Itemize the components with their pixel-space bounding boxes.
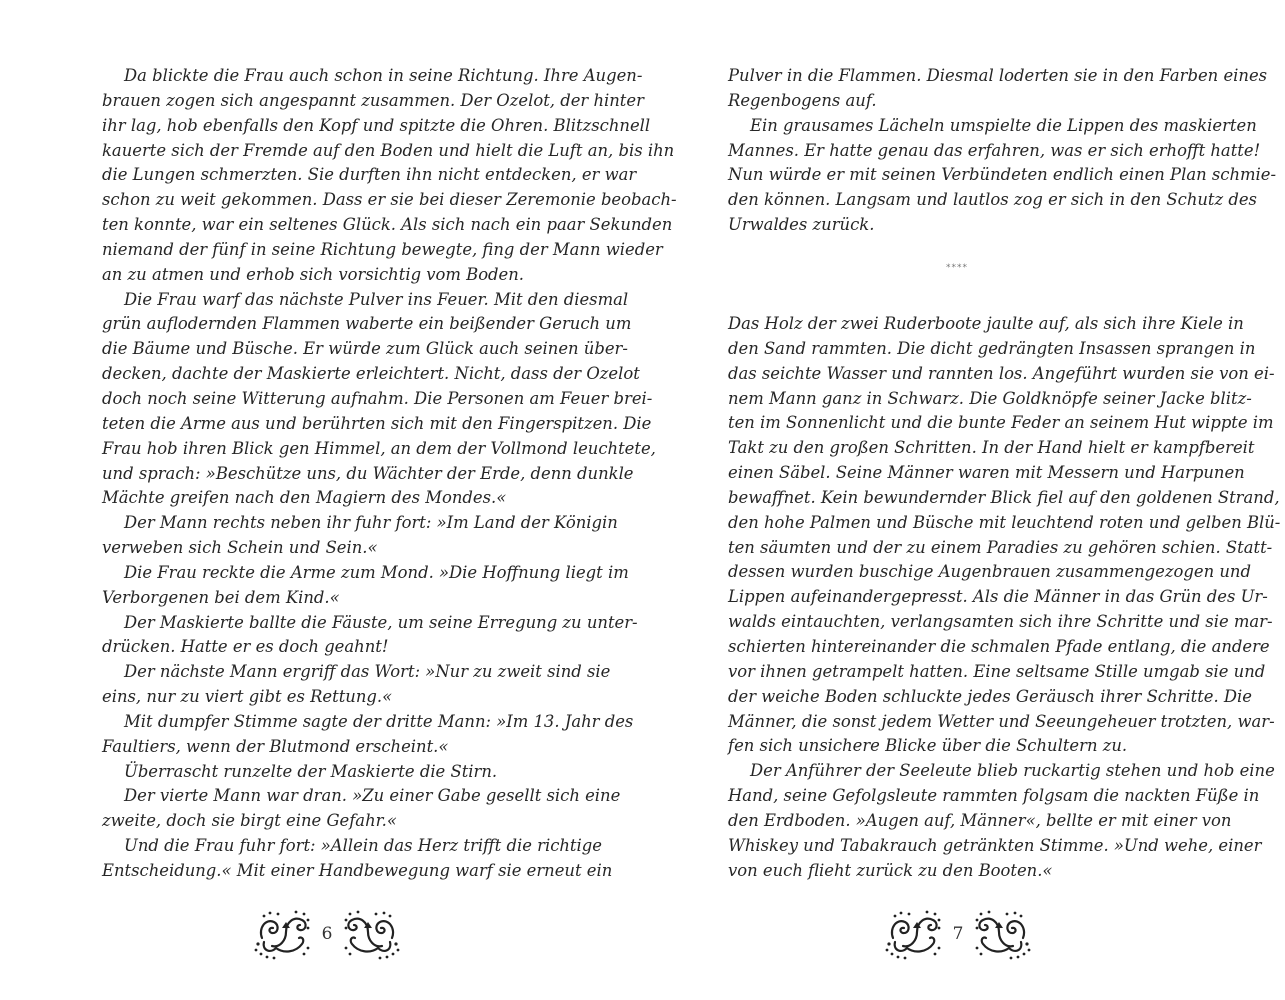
page-number: 6 xyxy=(321,924,333,944)
section-separator: **** xyxy=(946,263,968,273)
text-line: den Sand rammten. Die dicht gedrängten Insassen sprangen in xyxy=(728,338,1256,358)
text-line: zweite, doch sie birgt eine Gefahr.« xyxy=(102,811,397,831)
text-line: ihr lag, hob ebenfalls den Kopf und spitzte die Ohren. Blitzschnell xyxy=(102,115,651,135)
text-line: das seichte Wasser und rannten los. Angeführt wurden sie von ei- xyxy=(728,363,1275,383)
text-line: Die Frau warf das nächste Pulver ins Feuer. Mit den diesmal xyxy=(124,289,629,309)
text-line: dessen wurden buschige Augenbrauen zusammengezogen und xyxy=(728,562,1251,582)
right-page-text-bottom xyxy=(728,312,1281,883)
text-line: walds eintauchten, verlangsamten sich ihre Schritte und sie mar- xyxy=(728,612,1273,632)
text-line: an zu atmen und erhob sich vorsichtig vom Boden. xyxy=(102,264,525,284)
text-line: ten säumten und der zu einem Paradies zu gehören schien. Statt- xyxy=(728,537,1273,557)
text-line: kauerte sich der Fremde auf den Boden und hielt die Luft an, bis ihn xyxy=(102,140,675,160)
flourish-icon xyxy=(252,908,310,960)
flourish-icon xyxy=(883,908,941,960)
text-line: Hand, seine Gefolgsleute rammten folgsam die nackten Füße in xyxy=(728,786,1260,806)
text-line: teten die Arme aus und berührten sich mit den Fingerspitzen. Die xyxy=(102,413,652,433)
text-line: eins, nur zu viert gibt es Rettung.« xyxy=(102,687,393,707)
text-line: Der Maskierte ballte die Fäuste, um seine Erregung zu unter- xyxy=(124,612,638,632)
text-line: Whiskey und Tabakrauch getränkten Stimme. »Und wehe, einer xyxy=(728,835,1262,855)
text-line: Männer, die sonst jedem Wetter und Seeungeheuer trotzten, war- xyxy=(728,711,1275,731)
text-line: den hohe Palmen und Büsche mit leuchtend roten und gelben Blü- xyxy=(728,512,1281,532)
text-line: Das Holz der zwei Ruderboote jaulte auf, als sich ihre Kiele in xyxy=(728,314,1244,333)
text-line: drücken. Hatte er es doch geahnt! xyxy=(102,637,389,657)
text-line: ten im Sonnenlicht und die bunte Feder an seinem Hut wippte im xyxy=(728,413,1274,433)
text-line: Takt zu den großen Schritten. In der Hand hielt er kampfbereit xyxy=(728,438,1255,458)
text-line: decken, dachte der Maskierte erleichtert. Nicht, dass der Ozelot xyxy=(102,364,640,384)
text-line: von euch flieht zurück zu den Booten.« xyxy=(728,860,1053,880)
flourish-icon xyxy=(344,908,402,960)
left-page-footer xyxy=(252,908,402,960)
text-line: brauen zogen sich angespannt zusammen. Der Ozelot, der hinter xyxy=(102,90,644,110)
text-line: Verborgenen bei dem Kind.« xyxy=(102,587,340,607)
text-line: vor ihnen getrampelt hatten. Eine seltsame Stille umgab sie und xyxy=(728,661,1266,681)
text-line: verweben sich Schein und Sein.« xyxy=(102,538,378,558)
right-page-text-top xyxy=(728,64,1277,238)
text-line: doch noch seine Witterung aufnahm. Die Personen am Feuer brei- xyxy=(102,388,653,408)
text-line: bewaffnet. Kein bewundernder Blick fiel auf den goldenen Strand, xyxy=(728,487,1280,507)
page-number: 7 xyxy=(952,924,964,944)
text-line: Faultiers, wenn der Blutmond erscheint.« xyxy=(102,736,449,756)
text-line: die Bäume und Büsche. Er würde zum Glück auch seinen über- xyxy=(102,339,628,359)
text-line: Der vierte Mann war dran. »Zu einer Gabe gesellt sich eine xyxy=(124,786,621,806)
text-line: Mächte greifen nach den Magiern des Mondes.« xyxy=(102,488,507,508)
text-line: schierten hintereinander die schmalen Pfade entlang, die andere xyxy=(728,636,1270,656)
text-line: grün auflodernden Flammen waberte ein beißender Geruch um xyxy=(102,314,632,334)
text-line: Regenbogens auf. xyxy=(728,90,877,110)
text-line: schon zu weit gekommen. Dass er sie bei dieser Zeremonie beobach- xyxy=(102,190,677,210)
text-line: Entscheidung.« Mit einer Handbewegung warf sie erneut ein xyxy=(102,861,613,880)
text-line: einen Säbel. Seine Männer waren mit Messern und Harpunen xyxy=(728,463,1245,483)
flourish-icon xyxy=(975,908,1033,960)
text-line: Und die Frau fuhr fort: »Allein das Herz trifft die richtige xyxy=(124,836,602,856)
text-line: Ein grausames Lächeln umspielte die Lippen des maskierten xyxy=(750,115,1257,135)
text-line: Da blickte die Frau auch schon in seine Richtung. Ihre Augen- xyxy=(124,66,643,85)
left-page-text xyxy=(102,64,677,884)
text-line: Mannes. Er hatte genau das erfahren, was er sich erhofft hatte! xyxy=(728,140,1261,160)
text-line: ten konnte, war ein seltenes Glück. Als sich nach ein paar Sekunden xyxy=(102,215,673,235)
text-line: und sprach: »Beschütze uns, du Wächter der Erde, denn dunkle xyxy=(102,463,634,483)
text-line: Der Mann rechts neben ihr fuhr fort: »Im Land der Königin xyxy=(124,513,618,533)
text-line: Frau hob ihren Blick gen Himmel, an dem der Vollmond leuchtete, xyxy=(102,438,656,458)
text-line: Mit dumpfer Stimme sagte der dritte Mann: »Im 13. Jahr des xyxy=(124,711,634,731)
text-line: Der nächste Mann ergriff das Wort: »Nur zu zweit sind sie xyxy=(124,662,611,682)
text-line: Die Frau reckte die Arme zum Mond. »Die Hoffnung liegt im xyxy=(124,562,629,582)
text-line: Nun würde er mit seinen Verbündeten endlich einen Plan schmie- xyxy=(728,165,1277,185)
text-line: fen sich unsichere Blicke über die Schultern zu. xyxy=(728,736,1128,756)
text-line: den können. Langsam und lautlos zog er sich in den Schutz des xyxy=(728,190,1257,210)
text-line: Urwaldes zurück. xyxy=(728,215,875,235)
text-line: Überrascht runzelte der Maskierte die Stirn. xyxy=(124,761,498,781)
text-line: Lippen aufeinandergepresst. Als die Männer in das Grün des Ur- xyxy=(728,587,1268,607)
text-line: den Erdboden. »Augen auf, Männer«, bellte er mit einer von xyxy=(728,810,1232,830)
text-line: Der Anführer der Seeleute blieb ruckartig stehen und hob eine xyxy=(750,761,1275,781)
text-line: die Lungen schmerzten. Sie durften ihn nicht entdecken, er war xyxy=(102,165,637,185)
text-line: nem Mann ganz in Schwarz. Die Goldknöpfe seiner Jacke blitz- xyxy=(728,388,1252,408)
right-page-footer xyxy=(883,908,1033,960)
text-line: Pulver in die Flammen. Diesmal loderten sie in den Farben eines xyxy=(728,66,1268,85)
right-page xyxy=(643,0,1285,1000)
text-line: der weiche Boden schluckte jedes Geräusch ihrer Schritte. Die xyxy=(728,686,1252,706)
text-line: niemand der fünf in seine Richtung bewegte, fing der Mann wieder xyxy=(102,239,663,259)
